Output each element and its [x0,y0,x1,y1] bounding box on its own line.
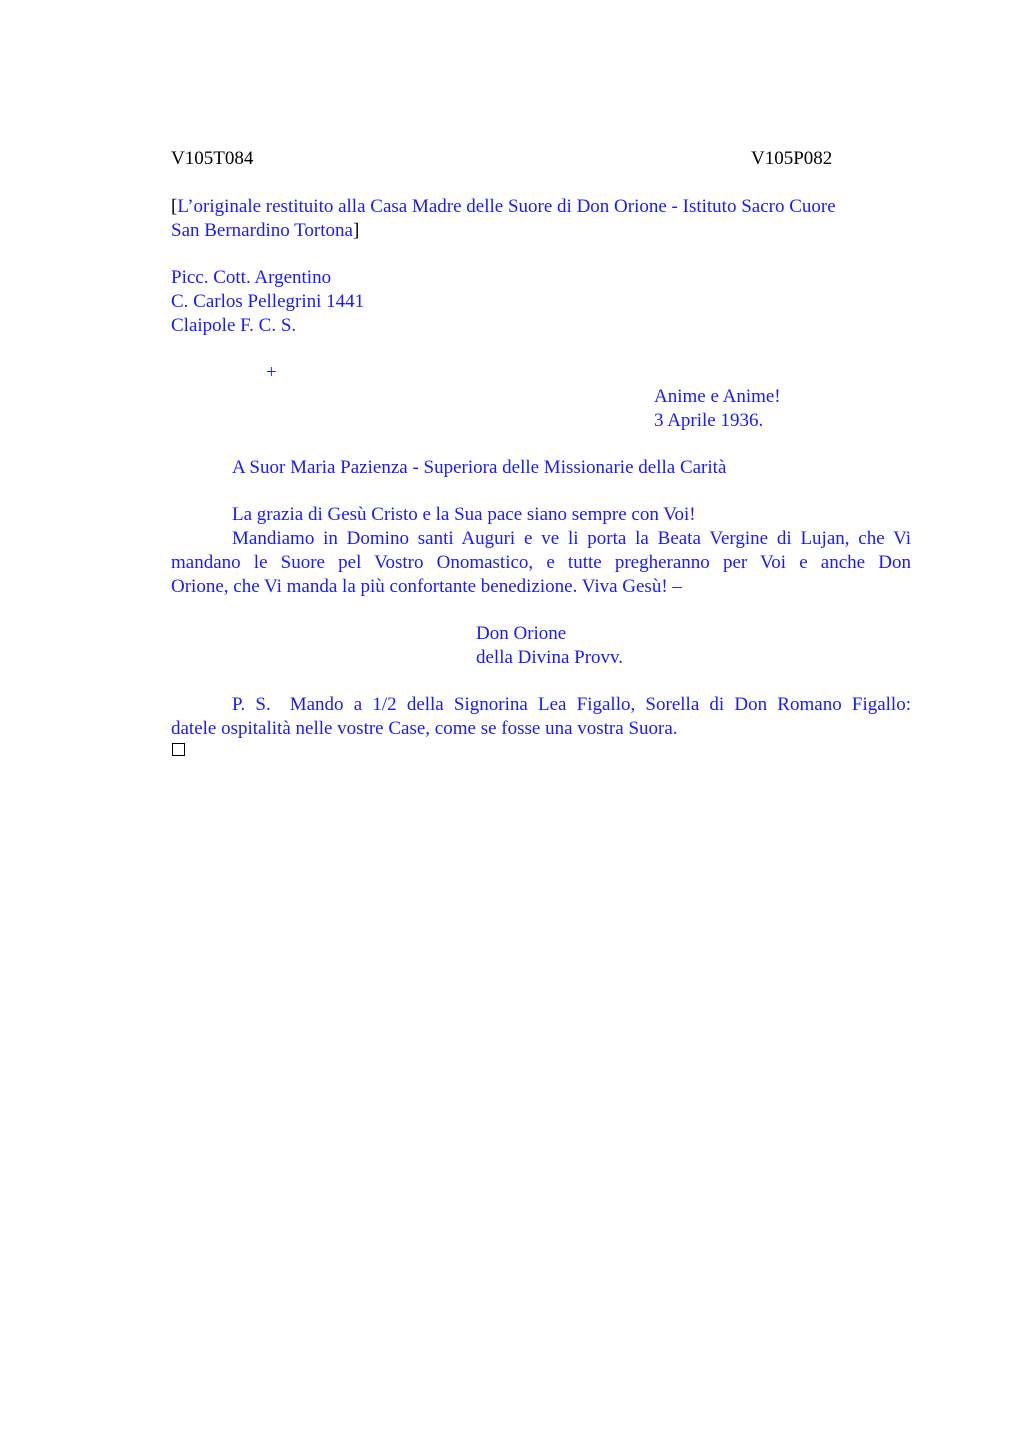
postscript-line-2: datele ospitalità nelle vostre Case, come se fosse una vostra Suora. [171,718,678,739]
body-line-1: Mandiamo in Domino santi Auguri e ve li porta la Beata Vergine di Lujan, che Vi [232,528,911,549]
end-marker-box-icon [172,743,185,756]
archival-note-line-1 [171,195,911,219]
letter-date: 3 Aprile 1936. [654,410,764,431]
letter-body [171,503,911,599]
postscript-label: P. S. [232,694,271,715]
signature-name: Don Orione [476,623,567,644]
archival-note-text-2: San Bernardino Tortona [171,220,353,241]
open-bracket: [ [171,196,178,217]
address-line-2: C. Carlos Pellegrini 1441 [171,291,365,312]
address-line-3: Claipole F. C. S. [171,315,297,336]
address-line-1: Picc. Cott. Argentino [171,267,332,288]
dateline [654,385,781,433]
postscript [171,693,911,741]
archival-note-line-2 [171,219,911,243]
cross-symbol: + [266,362,277,383]
motto: Anime e Anime! [654,386,781,407]
body-line-2: mandano le Suore pel Vostro Onomastico, e tutte pregheranno per Voi e anche Don [171,552,911,573]
postscript-text-1: Mando a 1/2 della Signorina Lea Figallo, Sorella di Don Romano Figallo: [289,694,911,715]
recipient-line: A Suor Maria Pazienza - Superiora delle Missionarie della Carità [232,457,727,478]
signature-title: della Divina Provv. [476,647,624,668]
archival-note-text-1: L’originale restituito alla Casa Madre delle Suore di Don Orione - Istituto Sacro Cuore [177,196,836,217]
greeting-line: La grazia di Gesù Cristo e la Sua pace siano sempre con Voi! [232,504,696,525]
document-code-right: V105P082 [751,148,833,169]
document-code-left: V105T084 [171,148,254,169]
signature-block [476,622,623,670]
postscript-line-1 [171,693,911,717]
archival-note [171,195,911,243]
address-block [171,266,911,338]
close-bracket: ] [352,220,360,241]
body-line-3: Orione, che Vi manda la più confortante benedizione. Viva Gesù! – [171,576,682,597]
